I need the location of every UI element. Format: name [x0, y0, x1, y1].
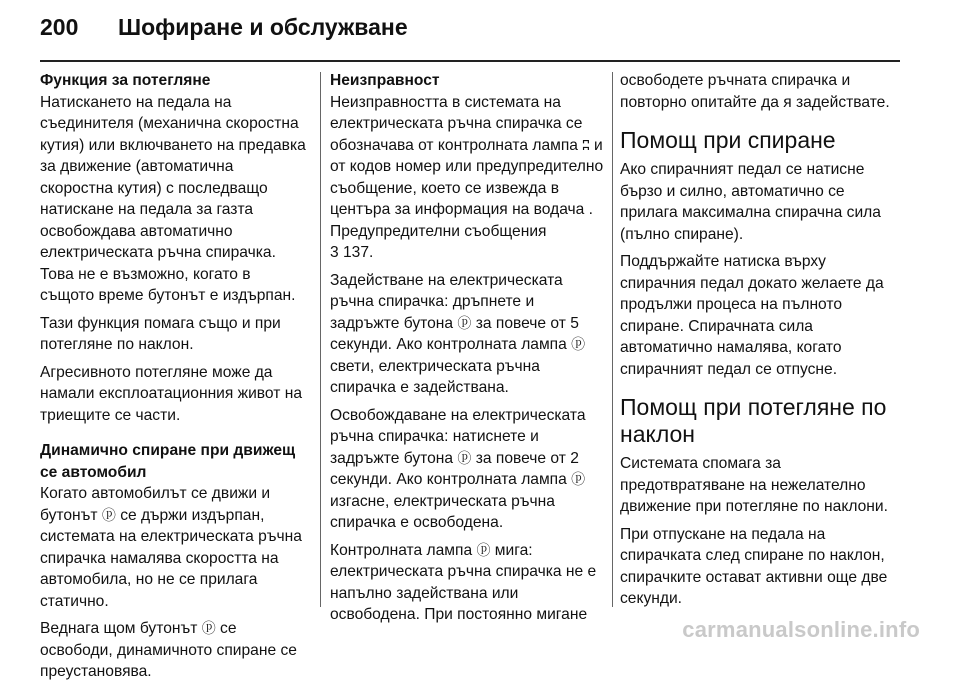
text-run: мига: електрическата ръчна спирачка не е напълно задействана или освободена. При постоянно мигане — [330, 541, 597, 623]
column-divider-2 — [612, 72, 613, 607]
paragraph: Тази функция помага също и при потегляне по наклон. — [40, 314, 281, 353]
parking-brake-icon: ⓟ — [476, 541, 491, 558]
paragraph: Натискането на педала на съединителя (механична скоростна кутия) или включването на предавка за движение (автоматична скоростна кутия) с последващо натискане на педала за газта освобождава автоматично електрическата ръчна спирачка. Това не е възможно, когато в същото време бутонът е издърпан. — [40, 93, 306, 304]
text-run: Освобождаване на електрическата ръчна спирачка: натиснете и задръжте бутона — [330, 406, 586, 467]
section-heading-start-function: Функция за потегляне — [40, 72, 211, 89]
parking-brake-icon: ⓟ — [457, 314, 472, 331]
paragraph: При отпускане на педала на спирачката след спиране по наклон, спирачките остават активни още две секунди. — [620, 525, 888, 607]
parking-brake-icon: ⓟ — [571, 336, 586, 352]
header-rule — [40, 60, 900, 62]
parking-brake-icon: ⓟ — [101, 506, 116, 523]
paragraph: Ако спирачният педал се натисне бързо и силно, автоматично се прилага максимална спирачна сила (пълно спиране). — [620, 161, 881, 243]
section-heading-brake-assist: Помощ при спиране — [620, 127, 836, 153]
paragraph: Системата спомага за предотвратяване на нежелателно движение при потегляне по наклони. — [620, 455, 888, 515]
page-number: 200 — [40, 14, 79, 40]
paragraph — [40, 483, 308, 612]
paragraph — [40, 618, 308, 683]
text-run: се освободи, динамичното спиране се преустановява. — [40, 620, 297, 680]
column-1 — [40, 70, 308, 689]
column-2 — [330, 70, 605, 632]
text-run: Веднага щом бутонът — [40, 620, 202, 637]
paragraph — [330, 92, 605, 264]
text-run: Задействане на електрическата ръчна спирачка: дръпнете и задръжте бутона — [330, 271, 563, 332]
column-3 — [620, 70, 902, 616]
text-run: за повече от 2 секунди. Ако контролната лампа — [330, 449, 579, 488]
page-title: Шофиране и обслужване — [118, 14, 408, 40]
paragraph — [330, 270, 605, 399]
text-run: Неизправността в системата на електрическата ръчна спирачка се обозначава от контролната лампа — [330, 93, 583, 154]
text-run: Когато автомобилът се движи и бутонът — [40, 485, 271, 524]
page-header — [40, 14, 408, 41]
paragraph — [330, 405, 605, 534]
text-run: и от кодов номер или предупредително съобщение, което се извежда в центъра за информация на водача . — [330, 136, 604, 218]
text-run: Предупредителни съобщения — [330, 222, 547, 240]
text-run: за повече от 5 секунди. Ако контролната лампа — [330, 314, 579, 353]
section-heading-dynamic-braking: Динамично спиране при движещ се автомобил — [40, 442, 296, 481]
parking-brake-icon: ⓟ — [201, 620, 216, 636]
text-run: се държи издърпан, системата на електрическата ръчна спирачка намалява скоростта на автомобила, но не се прилага статично. — [40, 506, 302, 610]
section-heading-malfunction: Неизправност — [330, 72, 440, 89]
paragraph: освободете ръчната спирачка и повторно опитайте да я задействате. — [620, 72, 890, 111]
paragraph: Поддържайте натиска върху спирачния педал докато желаете да продължи процеса на пълното спиране. Спирачната сила автоматично намалява, когато спирачният педал се отпусне. — [620, 253, 884, 378]
section-heading-hill-start-assist: Помощ при потегляне по наклон — [620, 394, 887, 447]
parking-brake-icon: ⓟ — [571, 471, 586, 487]
paragraph: Агресивното потегляне може да намали експлоатационния живот на триещите се части. — [40, 363, 303, 424]
fault-lamp-icon: ʭ — [582, 136, 590, 153]
column-divider-1 — [320, 72, 321, 607]
text-run: изгасне, електрическата ръчна спирачка е освободена. — [330, 492, 555, 531]
watermark: carmanualsonline.info — [682, 617, 920, 642]
parking-brake-icon: ⓟ — [457, 449, 472, 466]
text-run: свети, електрическата ръчна спирачка е задействана. — [330, 357, 540, 396]
paragraph — [330, 540, 605, 626]
text-run: Контролната лампа — [330, 541, 477, 559]
page-reference: 3 137. — [330, 244, 374, 261]
